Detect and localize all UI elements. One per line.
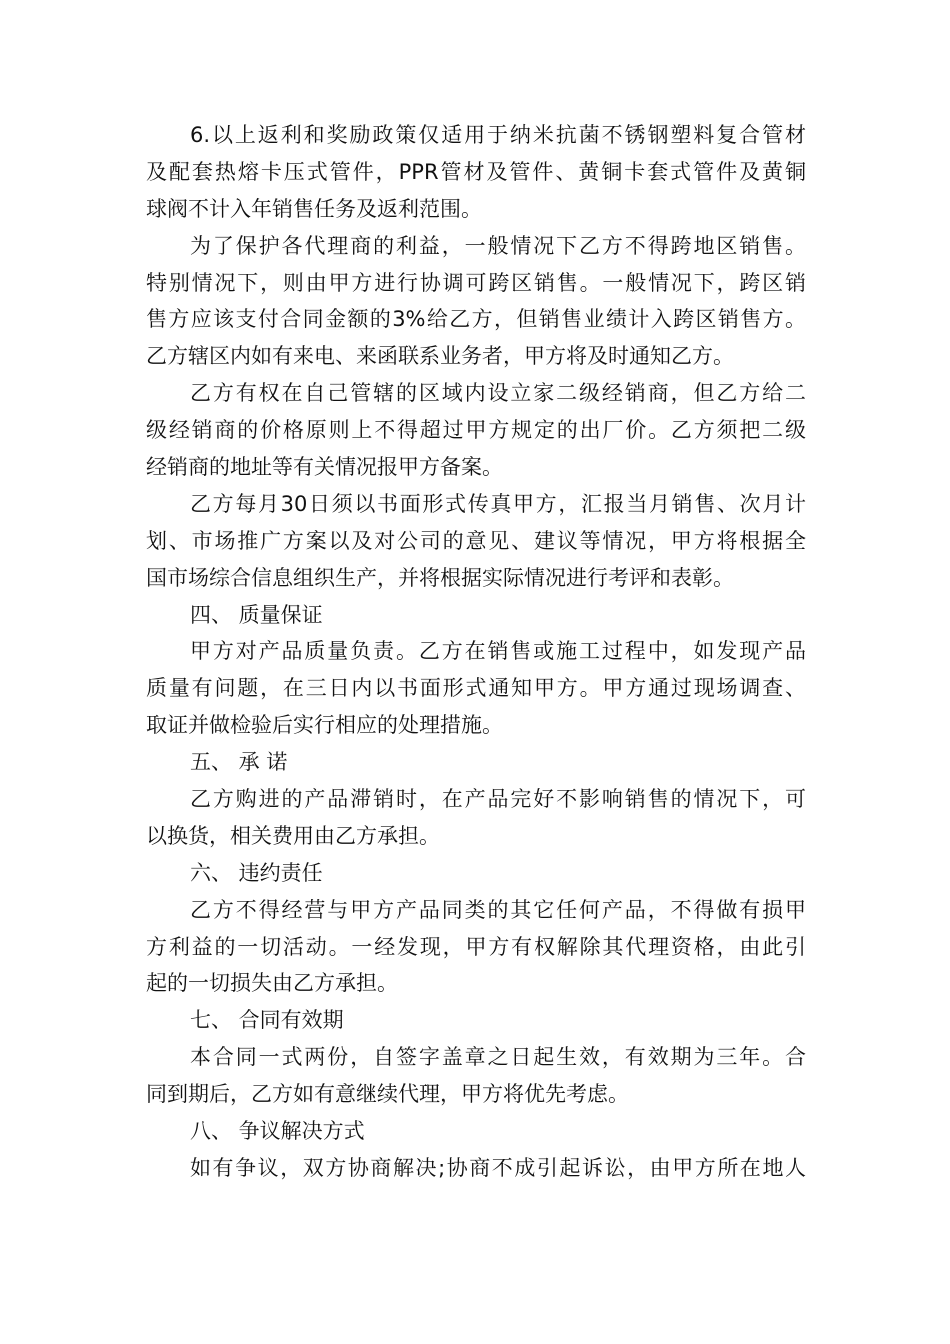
text-line: 取证并做检验后实行相应的处理措施。 bbox=[146, 713, 503, 738]
text-line: 划、市场推广方案以及对公司的意见、建议等情况，甲方将根据全 bbox=[146, 528, 806, 553]
text-line: 乙方购进的产品滞销时，在产品完好不影响销售的情况下，可 bbox=[190, 787, 806, 812]
text-line: 售方应该支付合同金额的3%给乙方，但销售业绩计入跨区销售方。 bbox=[146, 307, 806, 332]
text-line: 五、 承 诺 bbox=[190, 750, 288, 775]
text-line: 为了保护各代理商的利益，一般情况下乙方不得跨地区销售。 bbox=[190, 233, 806, 258]
text-line: 起的一切损失由乙方承担。 bbox=[146, 971, 398, 996]
text-line: 四、 质量保证 bbox=[190, 602, 323, 627]
text-line: 经销商的地址等有关情况报甲方备案。 bbox=[146, 455, 503, 480]
text-line: 如有争议，双方协商解决;协商不成引起诉讼，由甲方所在地人 bbox=[190, 1155, 806, 1180]
text-line: 甲方对产品质量负责。乙方在销售或施工过程中，如发现产品 bbox=[190, 639, 806, 664]
text-line: 本合同一式两份，自签字盖章之日起生效，有效期为三年。合 bbox=[190, 1045, 806, 1070]
text-line: 以换货，相关费用由乙方承担。 bbox=[146, 823, 440, 848]
text-line: 八、 争议解决方式 bbox=[190, 1119, 365, 1144]
document-body bbox=[146, 117, 806, 1187]
text-line: 及配套热熔卡压式管件，PPR管材及管件、黄铜卡套式管件及黄铜 bbox=[146, 159, 806, 184]
text-line: 方利益的一切活动。一经发现，甲方有权解除其代理资格，由此引 bbox=[146, 934, 806, 959]
text-line: 6.以上返利和奖励政策仅适用于纳米抗菌不锈钢塑料复合管材 bbox=[190, 123, 806, 147]
text-line: 七、 合同有效期 bbox=[190, 1008, 344, 1033]
text-line: 质量有问题，在三日内以书面形式通知甲方。甲方通过现场调查、 bbox=[146, 676, 806, 701]
text-line: 同到期后，乙方如有意继续代理，甲方将优先考虑。 bbox=[146, 1082, 629, 1107]
text-line: 乙方每月30日须以书面形式传真甲方，汇报当月销售、次月计 bbox=[190, 491, 806, 516]
text-line: 乙方辖区内如有来电、来函联系业务者，甲方将及时通知乙方。 bbox=[146, 344, 734, 369]
text-line: 乙方有权在自己管辖的区域内设立家二级经销商，但乙方给二 bbox=[190, 381, 806, 406]
text-line: 六、 违约责任 bbox=[190, 860, 323, 885]
text-line: 特别情况下，则由甲方进行协调可跨区销售。一般情况下，跨区销 bbox=[146, 270, 806, 295]
text-line: 国市场综合信息组织生产，并将根据实际情况进行考评和表彰。 bbox=[146, 565, 734, 590]
text-line: 球阀不计入年销售任务及返利范围。 bbox=[146, 196, 482, 221]
text-line: 级经销商的价格原则上不得超过甲方规定的出厂价。乙方须把二级 bbox=[146, 418, 806, 443]
text-line: 乙方不得经营与甲方产品同类的其它任何产品，不得做有损甲 bbox=[190, 897, 806, 922]
